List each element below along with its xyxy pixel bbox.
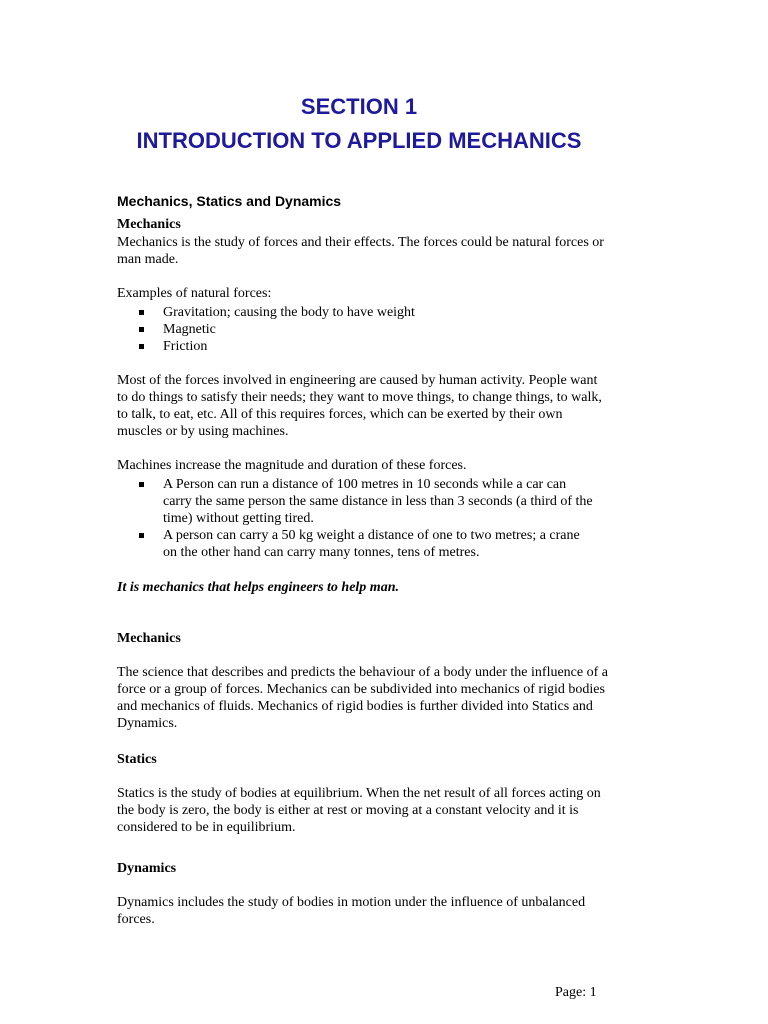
- dynamics-paragraph: Dynamics includes the study of bodies in motion under the influence of unbalanced forces.: [117, 895, 586, 927]
- statics-paragraph: Statics is the study of bodies at equilibrium. When the net result of all forces acting on the body is zero, the body is either at rest or moving at a constant velocity and it is considered to be in equilibrium.: [117, 786, 601, 835]
- list-item: Friction: [137, 338, 607, 355]
- section-title: SECTION 1: [300, 94, 418, 119]
- engineering-paragraph: Most of the forces involved in engineering are caused by human activity. People want to do things to satisfy their needs; they want to move things, to change things, to walk, to talk, to eat, etc. All of this requires forces, which can be exerted by their own muscles or by using machines.: [117, 373, 602, 439]
- main-title: INTRODUCTION TO APPLIED MECHANICS: [136, 128, 582, 153]
- list-item: Gravitation; causing the body to have weight: [137, 304, 607, 321]
- emphasis-statement: It is mechanics that helps engineers to help man.: [117, 580, 399, 595]
- natural-forces-intro: Examples of natural forces:: [117, 286, 272, 301]
- page-number: Page: 1: [555, 985, 597, 1000]
- machines-intro: Machines increase the magnitude and duration of these forces.: [117, 458, 467, 473]
- dynamics-heading: Dynamics: [117, 861, 177, 876]
- mechanics-intro-heading: Mechanics: [117, 217, 181, 232]
- subheading: Mechanics, Statics and Dynamics: [117, 193, 342, 209]
- mechanics-section-heading: Mechanics: [117, 631, 181, 646]
- natural-forces-list: [137, 304, 607, 355]
- machines-list: [137, 476, 597, 561]
- list-item: A Person can run a distance of 100 metres in 10 seconds while a car can carry the same person the same distance in less than 3 seconds (a third of the time) without getting tired.: [137, 476, 597, 527]
- mechanics-intro-paragraph: Mechanics is the study of forces and their effects. The forces could be natural forces or man made.: [117, 235, 604, 267]
- list-item: A person can carry a 50 kg weight a distance of one to two metres; a crane on the other hand can carry many tonnes, tens of metres.: [137, 527, 597, 561]
- mechanics-section-paragraph: The science that describes and predicts the behaviour of a body under the influence of a force or a group of forces. Mechanics can be subdivided into mechanics of rigid bodies and mechanics of fluids. Mechanics of rigid bodies is further divided into Statics and Dynamics.: [117, 665, 608, 731]
- statics-heading: Statics: [117, 752, 157, 767]
- list-item: Magnetic: [137, 321, 607, 338]
